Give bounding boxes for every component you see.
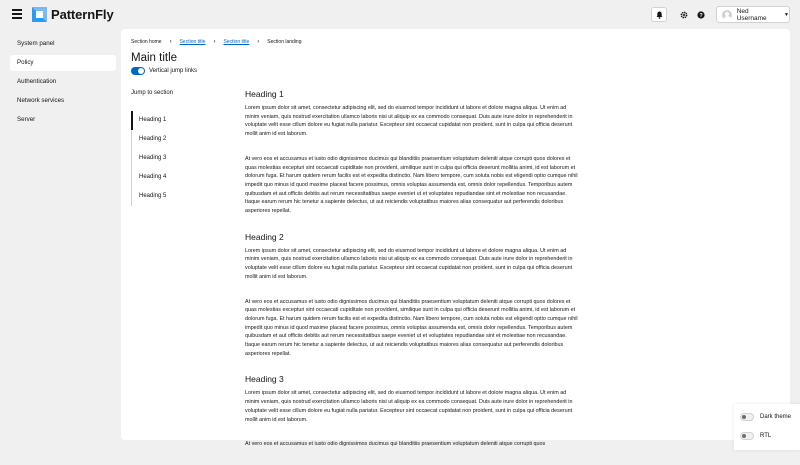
section-heading-1 xyxy=(245,89,580,216)
jump-link-heading-4[interactable]: Heading 4 xyxy=(139,174,167,180)
section-heading-2 xyxy=(245,232,580,359)
jump-link-heading-2[interactable]: Heading 2 xyxy=(139,136,167,142)
section-heading: Heading 2 xyxy=(245,231,284,242)
page-title: Main title xyxy=(131,52,178,64)
sidebar-item-policy[interactable]: Policy xyxy=(10,55,116,71)
breadcrumb-section-title-2[interactable]: Section title xyxy=(223,39,250,45)
main-content-card xyxy=(121,29,790,448)
sidebar-item-server[interactable]: Server xyxy=(17,116,36,123)
avatar xyxy=(722,10,732,20)
content-body xyxy=(245,88,580,465)
section-heading: Heading 1 xyxy=(245,89,284,99)
sidebar-nav xyxy=(0,29,121,450)
section-paragraph: At vero eos et accusamus et iusto odio dignissimos ducimus qui blanditiis praesentium voluptatum deleniti atque corrupti quos dolores et quas molestias excepturi sint occaecati cupiditate non provident, similique sunt in culpa qui officia deserunt mollitia animi, id est laborum et dolorum fuga. Et harum quidem rerum facilis est et expedita distinctio. Nam libero tempore, cum soluta nobis est eligendi optio cumque nihil impedit quo minus id quod maxime placeat facere possimus, omnis voluptas assumenda est, omnis dolor repellendus. Temporibus autem quibusdam et aut officiis debitis aut rerum necessitatibus saepe eveniet ut et voluptates repudiandae sint et molestiae non recusandae. Itaque earum rerum hic tenetur a sapiente delectus, ut aut reiciendis voluptatibus maiores alias consequatur aut perferendis doloribus asperiores repellat. xyxy=(245,155,578,215)
hamburger-menu-icon[interactable] xyxy=(12,9,22,19)
jump-link-heading-1[interactable]: Heading 1 xyxy=(131,111,221,130)
section-paragraph: At vero eos et accusamus et iusto odio dignissimos ducimus qui blanditiis praesentium voluptatum deleniti atque corrupti quos xyxy=(245,441,546,448)
user-name: Ned Username xyxy=(736,7,767,22)
masthead xyxy=(0,0,800,29)
brand-name: PatternFly xyxy=(51,7,114,22)
rtl-label: RTL xyxy=(760,433,772,439)
vertical-jump-links-toggle[interactable] xyxy=(131,67,197,75)
breadcrumb-section-landing: Section landing xyxy=(267,39,302,45)
sidebar-item-system-panel[interactable]: System panel xyxy=(17,40,55,47)
theme-settings-panel xyxy=(734,404,800,450)
dark-theme-label: Dark theme xyxy=(760,414,792,420)
breadcrumb-section-title-1[interactable]: Section title xyxy=(179,39,206,45)
section-paragraph: Lorem ipsum dolor sit amet, consectetur adipiscing elit, sed do eiusmod tempor incididunt ut labore et dolore magna aliqua. Ut enim ad minim veniam, quis nostrud exercitation ullamco laboris nisi ut aliquip ex ea commodo consequat. Duis aute irure dolor in reprehenderit in voluptate velit esse cillum dolore eu fugiat nulla pariatur. Excepteur sint occaecat cupidatat non proident, sunt in culpa qui officia deserunt mollit anim id est laborum. xyxy=(245,390,573,423)
brand-logo[interactable] xyxy=(31,6,114,23)
section-paragraph: Lorem ipsum dolor sit amet, consectetur adipiscing elit, sed do eiusmod tempor incididunt ut labore et dolore magna aliqua. Ut enim ad minim veniam, quis nostrud exercitation ullamco laboris nisi ut aliquip ex ea commodo consequat. Duis aute irure dolor in reprehenderit in voluptate velit esse cillum dolore eu fugiat nulla pariatur. Excepteur sint occaecat cupidatat non proident, sunt in culpa qui officia deserunt mollit anim id est laborum. xyxy=(245,247,573,280)
dark-theme-toggle[interactable] xyxy=(740,413,791,421)
svg-text:?: ? xyxy=(699,12,703,19)
toggle-switch[interactable] xyxy=(740,413,754,421)
chevron-right-icon: › xyxy=(169,39,172,45)
sidebar-item-authentication[interactable]: Authentication xyxy=(17,78,57,85)
jump-link-heading-3[interactable]: Heading 3 xyxy=(139,155,167,161)
section-paragraph: At vero eos et accusamus et iusto odio dignissimos ducimus qui blanditiis praesentium voluptatum deleniti atque corrupti quos dolores et quas molestias excepturi sint occaecati cupiditate non provident, similique sunt in culpa qui officia deserunt mollitia animi, id est laborum et dolorum fuga. Et harum quidem rerum facilis est et expedita distinctio. Nam libero tempore, cum soluta nobis est eligendi optio cumque nihil impedit quo minus id quod maxime placeat facere possimus, omnis voluptas assumenda est, omnis dolor repellendus. Temporibus autem quibusdam et aut officiis debitis aut rerum necessitatibus saepe eveniet ut et voluptates repudiandae sint et molestiae non recusandae. Itaque earum rerum hic tenetur a sapiente delectus, ut aut reiciendis voluptatibus maiores alias consequatur aut perferendis doloribus asperiores repellat. xyxy=(245,298,578,357)
caret-down-icon: ▼ xyxy=(784,11,789,18)
chevron-right-icon: › xyxy=(257,39,260,45)
toggle-label: Vertical jump links xyxy=(149,68,198,74)
jump-to-section-title: Jump to section xyxy=(131,90,174,96)
breadcrumb-section-home[interactable]: Section home xyxy=(131,39,162,45)
user-dropdown-toggle[interactable] xyxy=(716,6,790,23)
section-paragraph: Lorem ipsum dolor sit amet, consectetur adipiscing elit, sed do eiusmod tempor incididunt ut labore et dolore magna aliqua. Ut enim ad minim veniam, quis nostrud exercitation ullamco laboris nisi ut aliquip ex ea commodo consequat. Duis aute irure dolor in reprehenderit in voluptate velit esse cillum dolore eu fugiat nulla pariatur. Excepteur sint occaecat cupidatat non proident, sunt in culpa qui officia deserunt mollit anim id est laborum. xyxy=(245,105,573,138)
notifications-bell-icon[interactable] xyxy=(651,7,667,22)
section-heading: Heading 3 xyxy=(245,374,284,385)
patternfly-logo-icon xyxy=(31,6,48,23)
toggle-switch[interactable] xyxy=(740,432,754,440)
toggle-switch[interactable] xyxy=(131,67,145,75)
settings-gear-icon[interactable] xyxy=(676,7,692,22)
section-heading-3 xyxy=(245,374,580,449)
jump-links-list xyxy=(131,111,221,206)
breadcrumb xyxy=(131,39,302,45)
jump-link-heading-5[interactable]: Heading 5 xyxy=(139,193,167,199)
chevron-right-icon: › xyxy=(213,39,216,45)
help-question-icon[interactable] xyxy=(693,7,709,22)
sidebar-item-network-services[interactable]: Network services xyxy=(17,97,65,104)
rtl-toggle[interactable] xyxy=(740,432,771,440)
